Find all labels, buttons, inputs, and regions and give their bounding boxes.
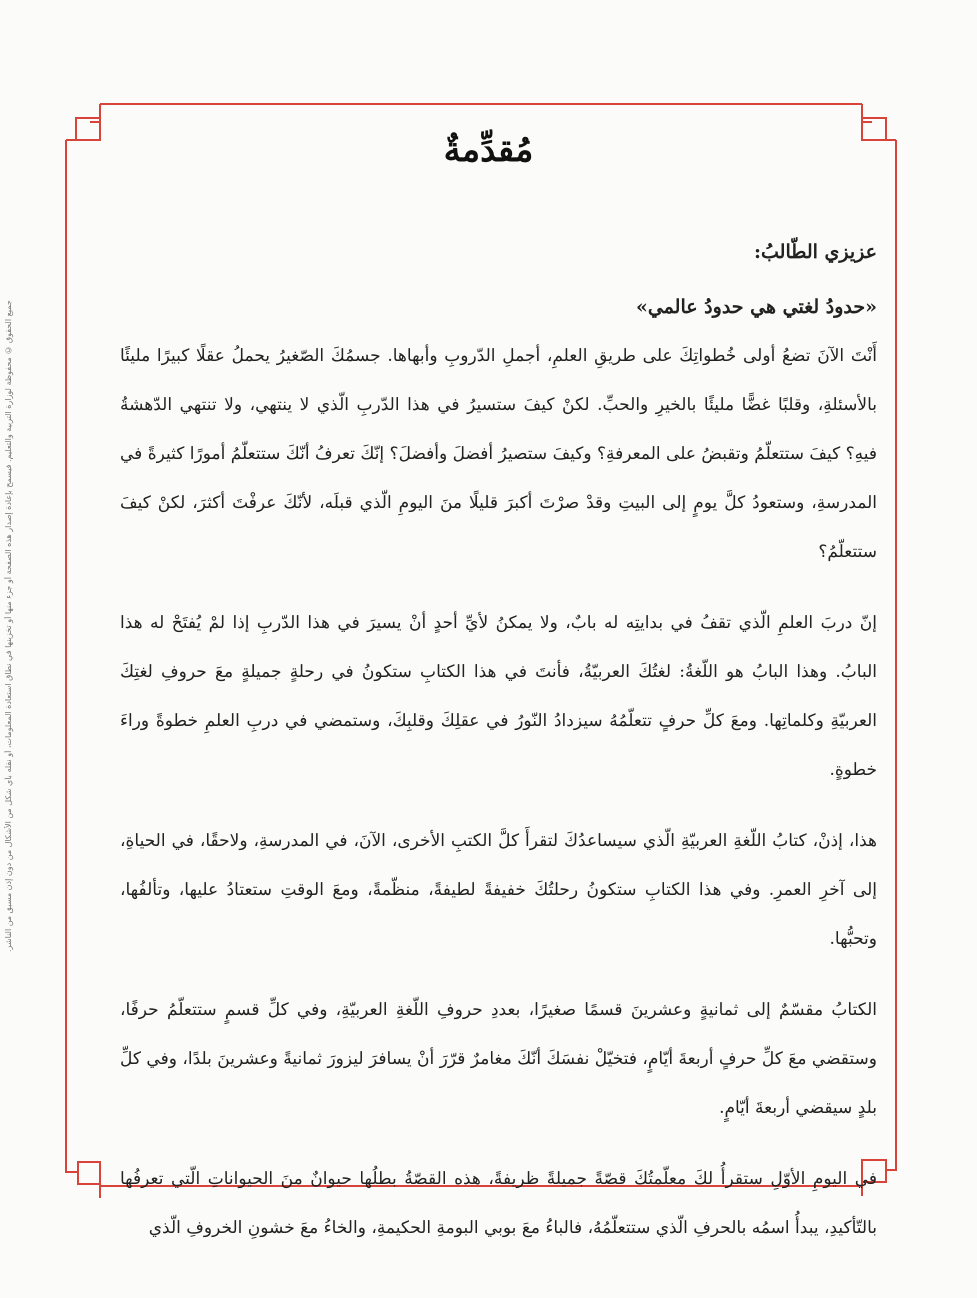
greeting: عزيزي الطّالبُ: — [754, 241, 877, 263]
page-title: مُقدِّمةٌ — [443, 130, 534, 170]
paragraph-1: أَنْتَ الآنَ تضعُ أولى خُطواتِكَ على طريقِ العلمِ، أجملِ الدّروبِ وأبهاها. جسمُكَ الصّغيرُ يحملُ عقلًا كبيرًا مليئًا بالأسئلةِ، وقلبًا غضًّا مليئًا بالخيرِ والحبِّ. لكنْ كيفَ ستسيرُ في هذا الدّربِ الّذي لا ينتهي، ولا تنتهي الدّهشةُ فيهِ؟ كيفَ ستتعلّمُ وتقبضُ على المعرفةِ؟ وكيفَ ستصيرُ أفضلَ وأفضلَ؟ إنّكَ تعرفُ أنّكَ ستتعلّمُ أمورًا كثيرةً في المدرسةِ، وستعودُ كلَّ يومٍ إلى البيتِ وقدْ صرْتَ أكبرَ قليلًا منَ اليومِ الّذي قبلَه، لأنّكَ عرفْتَ أكثرَ، لكنْ كيفَ ستتعلّمُ؟ — [120, 346, 877, 562]
paragraph-3: هذا، إذنْ، كتابُ اللّغةِ العربيّةِ الّذي سيساعدُكَ لتقرأَ كلَّ الكتبِ الأخرى، الآنَ، في المدرسةِ، ولاحقًا، في الحياةِ، إلى آخرِ العمرِ. وفي هذا الكتابِ ستكونُ رحلتُكَ خفيفةً لطيفةً، منظّمةً، ومعَ الوقتِ ستعتادُ عليها، وتألفُها، وتحبُّها. — [120, 831, 877, 949]
paragraph-2: إنّ دربَ العلمِ الّذي تقفُ في بدايتِه له بابٌ، ولا يمكنُ لأيِّ أحدٍ أنْ يسيرَ في هذا الدّربِ إذا لمْ يُفتَحْ له هذا البابُ. وهذا البابُ هو اللّغةُ: لغتُكَ العربيّةُ، فأنتَ في هذا الكتابِ ستكونُ في رحلةٍ جميلةٍ معَ حروفِ لغتِكَ العربيّةِ وكلماتِها. ومعَ كلِّ حرفٍ تتعلّمُهُ سيزدادُ النّورُ في عقلِكَ وقلبِكَ، وستمضي في دربِ العلمِ خطوةً وراءَ خطوةٍ. — [120, 613, 877, 780]
paragraph-4: الكتابُ مقسّمٌ إلى ثمانيةٍ وعشرينَ قسمًا صغيرًا، بعددِ حروفِ اللّغةِ العربيّةِ، وفي كلِّ قسمٍ ستتعلّمُ حرفًا، وستقضي معَ كلِّ حرفٍ أربعةَ أيّامٍ، فتخيّلْ نفسَكَ أنّكَ مغامرٌ قرّرَ أنْ يسافرَ ليزورَ ثمانيةً وعشرينَ بلدًا، وفي كلِّ بلدٍ سيقضي أربعةَ أيّامٍ. — [120, 1000, 877, 1118]
copyright-side-note: جميع الحقوق © محفوظة لوزارة التربية والتعليم. فيسمح بإعادة إصدار هذه الصفحة أو جزء منها أو تخزينها في نطاق استعادة المعلومات، أو نقله بأي شكل من الأشكال من دون إذن مسبق من الناشر. — [4, 300, 13, 952]
motto-quote: «حدودُ لغتي هي حدودُ عالمي» — [635, 296, 877, 318]
content-body — [120, 228, 877, 1253]
paragraph-5: في اليومِ الأوّلِ ستقرأُ لكَ معلّمتُكَ قصّةً جميلةً ظريفةً، هذه القصّةُ بطلُها حيوانٌ منَ الحيواناتِ الّتي تعرفُها بالتّأكيدِ، يبدأُ اسمُه بالحرفِ الّذي ستتعلّمُهُ، فالباءُ معَ بوبي البومةِ الحكيمةِ، والخاءُ معَ خشونِ الخروفِ الّذي — [120, 1169, 877, 1238]
